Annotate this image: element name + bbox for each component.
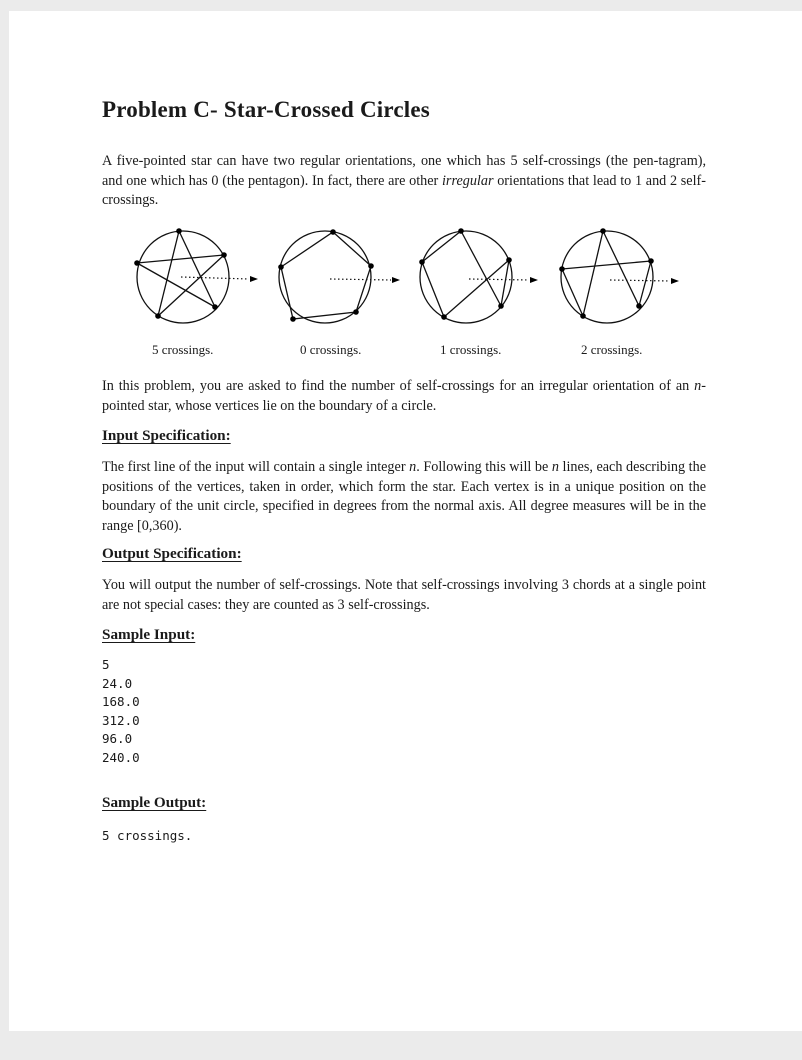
document-page xyxy=(9,11,802,1031)
figure-caption: 0 crossings. xyxy=(300,342,362,357)
variable-n: n xyxy=(694,378,702,394)
star-diagram-1-crossings xyxy=(404,224,544,344)
star-diagram-5-crossings xyxy=(121,224,261,344)
description-paragraph xyxy=(102,377,706,416)
sample-output-line: 5 crossings. xyxy=(102,828,193,843)
star-diagram-2-crossings xyxy=(545,224,685,344)
sample-input-line: 96.0 xyxy=(102,731,133,747)
sample-input-line: 240.0 xyxy=(102,749,140,765)
sample-output-heading: Sample Output: xyxy=(102,794,207,811)
sample-output-block xyxy=(102,827,192,846)
star-figures xyxy=(121,224,686,357)
page-title: Problem C- Star-Crossed Circles xyxy=(102,97,430,122)
figure-caption: 5 crossings. xyxy=(152,342,214,357)
figure-caption: 2 crossings. xyxy=(581,342,643,357)
figure-0-crossings xyxy=(263,224,403,357)
input-spec-text-1: The first line of the input will contain a single integer xyxy=(102,459,410,475)
figure-caption: 1 crossings. xyxy=(440,342,502,357)
figure-5-crossings xyxy=(121,224,261,357)
input-spec-text-3: lines, each describing the positions of the vertices, taken in order, which form the star. Each vertex is in a unique position on the boundary of the unit circle, specified in degrees from the normal axis. All degree measures will be in the range [0,360). xyxy=(102,459,706,534)
description-text-1: In this problem, you are asked to find the number of self-crossings for an irregular orientation of an xyxy=(102,378,695,394)
intro-paragraph xyxy=(102,152,706,211)
intro-text-2: orientations that lead to 1 and 2 self-crossings. xyxy=(102,172,706,209)
intro-text-1: A five-pointed star can have two regular orientations, one which has 5 self-crossings (the pen-tagram), and one which has 0 (the pentagon). In fact, there are other xyxy=(102,153,706,189)
star-diagram-0-crossings xyxy=(263,224,403,344)
input-spec-text-2: . Following this will be xyxy=(416,459,552,475)
variable-n: n xyxy=(551,459,559,475)
intro-emphasis: irregular xyxy=(441,172,494,189)
figure-1-crossings xyxy=(404,224,544,357)
output-spec-paragraph: You will output the number of self-crossings. Note that self-crossings involving 3 chords at a single point are not special cases: they are counted as 3 self-crossings. xyxy=(102,577,706,613)
input-spec-paragraph xyxy=(102,458,706,536)
sample-input-block xyxy=(102,656,140,768)
input-spec-heading: Input Specification: xyxy=(102,427,231,444)
description-text-2: -pointed star, whose vertices lie on the boundary of a circle. xyxy=(102,378,706,414)
sample-input-line: 312.0 xyxy=(102,712,140,728)
sample-input-heading: Sample Input: xyxy=(102,626,196,643)
sample-input-line: 24.0 xyxy=(102,675,133,691)
sample-input-line: 5 xyxy=(102,657,110,672)
variable-n: n xyxy=(409,459,417,475)
sample-input-line: 168.0 xyxy=(102,694,140,710)
output-spec-heading: Output Specification: xyxy=(102,545,242,562)
figure-2-crossings xyxy=(545,224,685,357)
